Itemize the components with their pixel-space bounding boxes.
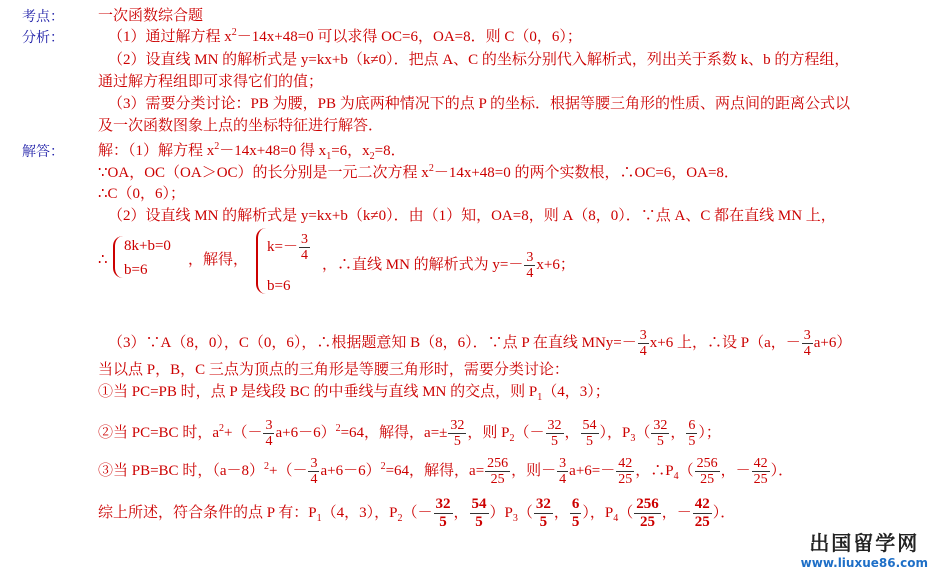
- mn-expression: ，∴直线 MN 的解析式为 y=－ $\frac{3}{4}$ x+6；: [322, 250, 575, 281]
- label-kaodian: 考点：: [22, 9, 64, 25]
- summary-line: 综上所述，符合条件的点 P 有：$P_1(4$，3），$P_2(-$ $\frac{32}{5}$ ， $\frac{54}{5}$ ）$P_3$（ $\frac{32}{5}$ ， $\frac{6}{5}$ ），$P_4$（ $\frac{256}{25}$ ，－ $\frac{42}{25}$ ）．: [98, 496, 736, 530]
- case-3: ③当 PB=BC 时，$(a-8)^2+(-$ $\frac{3}{4}$ a+6－6）$^2$=64，解得，a= $\frac{256}{25}$ ，则－ $\frac{3}{4}$ a+6=－ $\frac{42}{25}$ ，$\therefore P_4$（ $\frac{256}{25}$ ，－ $\frac{42}{25}$ ）．: [98, 456, 794, 487]
- solve-text: ，解得，: [188, 252, 249, 268]
- solution-line-2: ∵OA，OC（OA＞OC）的长分别是一元二次方程 $x^2-14x+48=0$ 的两个实数根，∴OC=6，OA=8．: [98, 163, 739, 181]
- label-fenxi: 分析：: [22, 30, 64, 46]
- analysis-line-1: （1）通过解方程 $x^2-14x+48=0$ 可以求得 OC=6，OA=8．则 C（0，6）；: [108, 27, 582, 45]
- label-jieda: 解答：: [22, 144, 64, 160]
- analysis-line-5: 及一次函数图象上点的坐标特征进行解答．: [98, 118, 384, 134]
- analysis-line-2: （2）设直线 MN 的解析式是 y=kx+b（k≠0）．把点 A、C 的坐标分别代入解析式，列出关于系数 k、b 的方程组，: [108, 52, 850, 68]
- kaodian-text: 一次函数综合题: [98, 8, 204, 24]
- therefore-symbol: ∴: [98, 252, 108, 268]
- system1-eq1: 8k+b=0: [124, 238, 171, 254]
- system-brace-1: [113, 236, 123, 278]
- solution-part3-line: （3）∵A（8，0），C（0，6），∴根据题意知 B（8，6）．∵点 P 在直线 MNy=－ $\frac{3}{4}$ x+6 上，∴设 P（a，－ $\frac{3}{4}$ a+6）: [108, 328, 852, 359]
- analysis-line-3: 通过解方程组即可求得它们的值；: [98, 74, 324, 90]
- case-1: ①当 PC=PB 时，点 P 是线段 BC 的中垂线与直线 MN 的交点，则 $P_1(4$，3）；: [98, 384, 610, 403]
- system2-eq2: b=6: [267, 278, 291, 294]
- watermark-cn: 出国留学网: [809, 531, 920, 555]
- solution-line-4: （2）设直线 MN 的解析式是 y=kx+b（k≠0）．由（1）知，OA=8，则 A（8，0）．∵点 A、C 都在直线 MN 上，: [108, 208, 836, 224]
- watermark: [801, 527, 928, 570]
- case-2: ②当 PC=BC 时，$a^2+(-$ $\frac{3}{4}$ a+6－6）$^2$=64，解得，a=± $\frac{32}{5}$ ，则 $P_2(-$ $\frac{32}{5}$ ， $\frac{54}{5}$ ），$P_3$（ $\frac{32}{5}$ ， $\frac{6}{5}$ ）；: [98, 418, 721, 449]
- solution-line-1: 解：（1）解方程 $x^2-14x+48=0$ 得 $x_1=6$，$x_2=8$．: [98, 141, 406, 162]
- watermark-url: www.liuxue86.com: [800, 556, 928, 570]
- system1-eq2: b=6: [124, 262, 148, 278]
- system-brace-2: [256, 228, 266, 294]
- system2-eq1: k=－ $\frac{3}{4}$: [267, 232, 308, 263]
- solution-line-3: ∴C（0，6）；: [98, 186, 186, 202]
- analysis-line-4: （3）需要分类讨论：PB 为腰，PB 为底两种情况下的点 P 的坐标．根据等腰三角形的性质、两点间的距离公式以: [108, 96, 850, 112]
- solution-line-7: 当以点 P，B，C 三点为顶点的三角形是等腰三角形时，需要分类讨论：: [98, 362, 569, 378]
